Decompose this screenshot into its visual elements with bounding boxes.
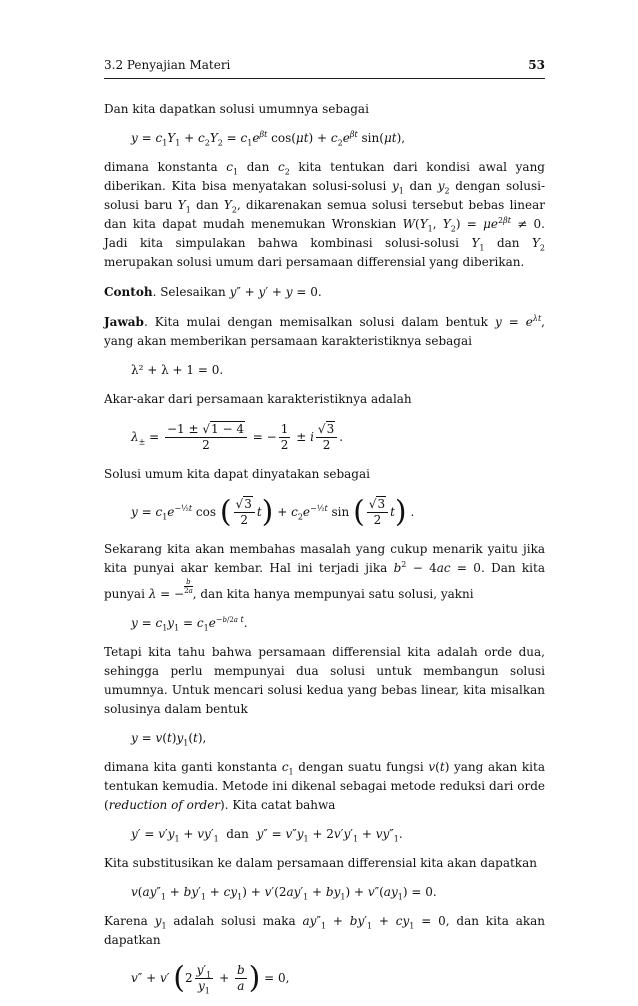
paragraph-second-order: Tetapi kita tahu bahwa persamaan differensial kita adalah orde dua, sehingga perlu mempunyai dua solusi untuk membangun solusi umumnya. Untuk mencari solusi kedua yang bebas linear, kita misalkan solusinya dalam bentuk	[104, 645, 545, 716]
equation-general-solution: $y = c_1Y_1 + c_2Y_2 = c_1e^{\beta t}$ $\cos(\mu t) + c_2e^{\beta t}$ sin(μt),	[131, 130, 406, 148]
paragraph-repeated-roots: Sekarang kita akan membahas masalah yang cukup menarik yaitu jika kita punyai akar kembar. Hal ini terjadi jika $b^2 - 4ac = 0$. Dan kita punyai λ = − $\frac{b}{2a}$ , dan kita hanya mempunyai satu solusi, yakni	[104, 542, 545, 601]
equation-derivatives: $y' = v'y_1 + vy'_1$ dan $y'' = v''y_1 + 2v'y'_1 + vy''_1$.	[131, 827, 403, 844]
paragraph-reduction-of-order: dimana kita ganti konstanta $c_1$ dengan suatu fungsi v(t) yang akan kita tentukan kemudia. Metode ini dikenal sebagai metode reduksi dari orde (reduction of order). Kita catat bahwa	[104, 760, 545, 812]
paragraph-constants: dimana konstanta $c_1$ dan $c_2$ kita tentukan dari kondisi awal yang diberikan. Kita bisa menyatakan solusi-solusi $y_1$ dan $y_2$ dengan solusi-solusi baru $Y_1$ dan $Y_2$, dikarenakan semua solusi tersebut bebas linear dan kita dapat mudah menemukan Wronskian $W(Y_1$, $Y_2) = \mu e^{2\beta t} \ne 0$. Jadi kita simpulakan bahwa kombinasi solusi-solusi $Y_1$ dan $Y_2$ merupakan solusi umum dari persamaan differensial yang diberikan.	[104, 160, 545, 269]
answer-label: Jawab	[104, 315, 144, 329]
equation-reduced: v″ + v′ (2 $\frac{y'_1}{y_1}$ + $\frac{b}{a}$ ) = 0,	[131, 960, 290, 996]
equation-characteristic: λ² + λ + 1 = 0.	[131, 363, 224, 377]
paragraph-substitute: Kita substitusikan ke dalam persamaan differensial kita akan dapatkan	[104, 856, 537, 870]
paragraph-since-solution: Karena $y_1$ adalah solusi maka $ay''_1 + by'_1 + cy_1 = 0$, dan kita akan dapatkan	[104, 914, 546, 947]
equation-roots: $\lambda_\pm$ = $\frac{-1 \pm √1 - 4}{2}$ = − $\frac{1}{2}$ ± i $\frac{√3}{2}$ .	[131, 422, 344, 452]
equation-single-solution: $y = c_1y_1 = c_1e^{-b/2a t}$.	[131, 615, 248, 633]
header-rule	[104, 78, 545, 79]
example-label: Contoh	[104, 285, 153, 299]
equation-substituted: $v(ay''_1 + by'_1 + cy_1) + v'(2ay'_1 + by_1) + v''(ay_1) = 0$.	[131, 885, 437, 902]
section-title: 3.2 Penyajian Materi	[104, 58, 231, 72]
example-statement: Contoh. Selesaikan y″ + y′ + y = 0.	[104, 285, 322, 299]
page-number: 53	[528, 58, 545, 72]
paragraph-roots: Akar-akar dari persamaan karakteristiknya adalah	[104, 392, 412, 406]
paragraph-intro: Dan kita dapatkan solusi umumnya sebagai	[104, 102, 369, 116]
paragraph-general-form: Solusi umum kita dapat dinyatakan sebagai	[104, 467, 370, 481]
page-body	[104, 100, 545, 1006]
answer-paragraph: Jawab. Kita mulai dengan memisalkan solusi dalam bentuk $y = e^{\lambda t}$, yang akan memberikan persamaan karakteristiknya sebagai	[104, 314, 545, 348]
equation-trial-form: $y = v(t)y_1(t)$,	[131, 731, 207, 748]
equation-general-form: $y = c_1e^{-\frac{1}{2}t}$ cos ( $\frac{√3}{2}$ $t) + c_2e^{-\frac{1}{2}t}$ sin ( $\frac{√3}{2}$ t) .	[131, 494, 415, 530]
